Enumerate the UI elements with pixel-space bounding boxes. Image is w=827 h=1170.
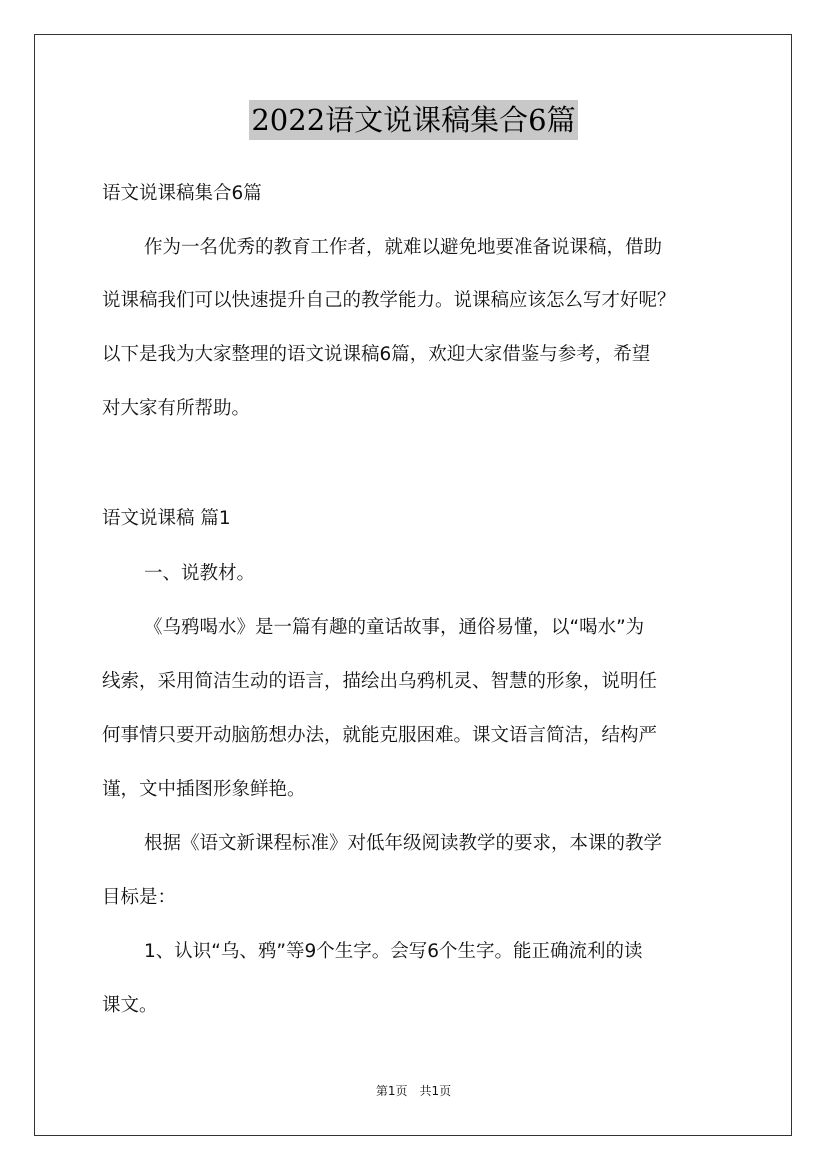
paragraph-line: 作为一名优秀的教育工作者，就难以避免地要准备说课稿，借助 bbox=[144, 237, 663, 258]
document-title: 2022语文说课稿集合6篇 bbox=[249, 100, 577, 140]
paragraph-line: 课文。 bbox=[102, 995, 158, 1016]
paragraph-line: 说课稿我们可以快速提升自己的教学能力。说课稿应该怎么写才好呢？ bbox=[102, 290, 676, 311]
page-footer: 第1页 共1页 bbox=[375, 1084, 452, 1098]
paragraph-line: 根据《语文新课程标准》对低年级阅读教学的要求，本课的教学 bbox=[144, 833, 663, 854]
paragraph-line: 一、说教材。 bbox=[144, 563, 256, 584]
paragraph-line: 1、认识“乌、鸦”等9个生字。会写6个生字。能正确流利的读 bbox=[144, 941, 643, 962]
paragraph-line: 对大家有所帮助。 bbox=[102, 398, 251, 419]
section-heading: 语文说课稿 篇1 bbox=[102, 508, 231, 529]
paragraph-line: 何事情只要开动脑筋想办法，就能克服困难。课文语言简洁，结构严 bbox=[102, 725, 658, 746]
paragraph-line: 谨，文中插图形象鲜艳。 bbox=[102, 779, 306, 800]
paragraph-line: 《乌鸦喝水》是一篇有趣的童话故事，通俗易懂，以“喝水”为 bbox=[144, 617, 645, 638]
paragraph-line: 线索，采用简洁生动的语言，描绘出乌鸦机灵、智慧的形象，说明任 bbox=[102, 671, 658, 692]
subtitle-line: 语文说课稿集合6篇 bbox=[102, 183, 262, 204]
paragraph-line: 目标是： bbox=[102, 887, 177, 908]
title-container bbox=[0, 100, 827, 140]
paragraph-line: 以下是我为大家整理的语文说课稿6篇，欢迎大家借鉴与参考，希望 bbox=[102, 344, 651, 365]
